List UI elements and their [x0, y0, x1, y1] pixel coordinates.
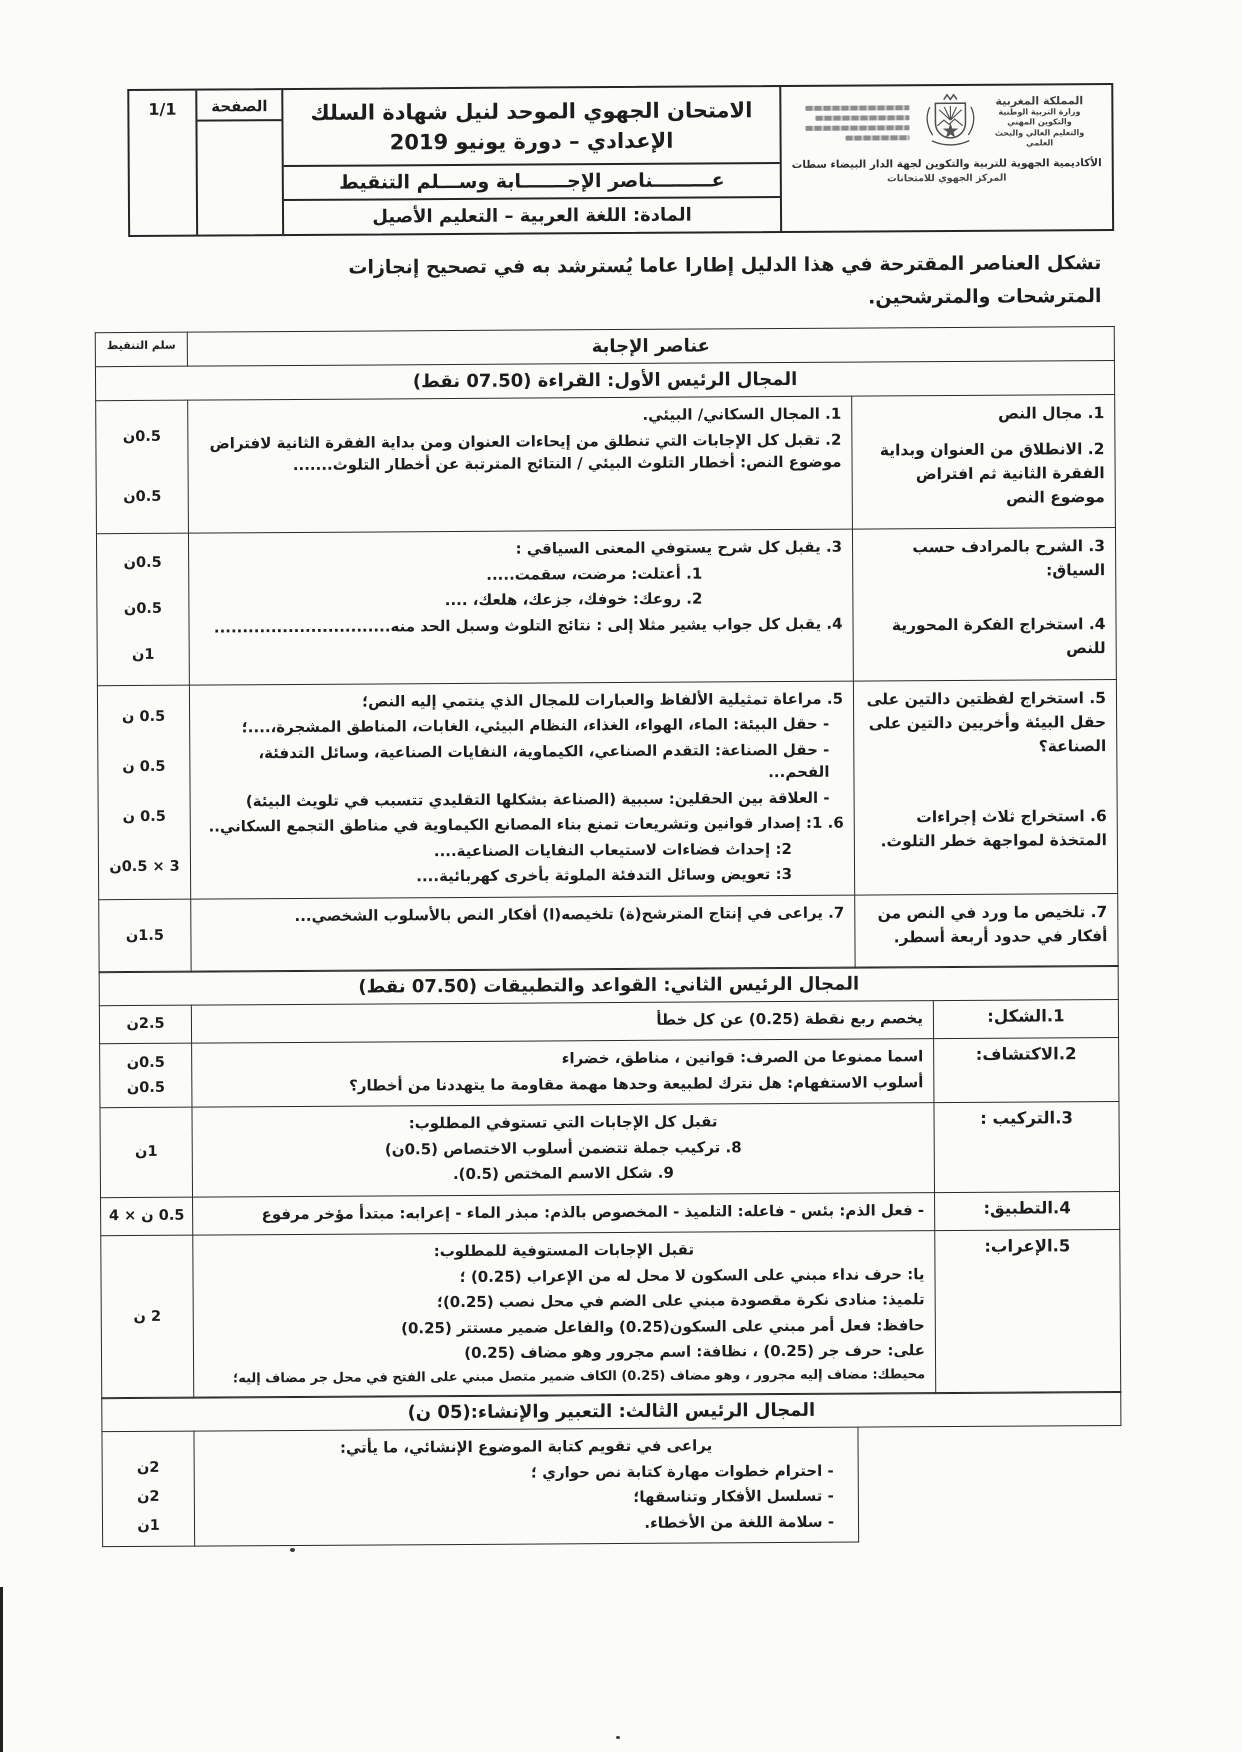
answer-line: 9. شكل الاسم المختص (0.5).: [452, 1163, 674, 1184]
question-cell: [855, 893, 1118, 968]
score-value: 1ن: [137, 1517, 160, 1534]
score-list: [104, 1438, 192, 1541]
table-row: [101, 1191, 1120, 1236]
answer-line: 3: تعويض وسائل التدفئة الملوثة بأخرى كهربائية....: [416, 864, 793, 886]
score-value: 0.5 ن × 4: [108, 1207, 185, 1225]
answer-line: 2: إحداث فضاءات لاستيعاب النفايات الصناعية....: [433, 839, 792, 860]
question-line: 5. استخراج لفظتين دالتين على حقل البيئة وأخريين دالتين على الصناعة؟: [866, 688, 1107, 755]
scale-column-header: سلم التنقيط: [95, 333, 187, 368]
answer-line: - فعل الذم: بئس - فاعله: التلميذ - المخصوص بالذم: مبذر الماء - إعرابه: مبتدأ مؤخر مرفوع: [261, 1200, 925, 1223]
score-list: [99, 540, 187, 679]
answer-line: - احترام خطوات مهارة كتابة نص حواري ؛: [530, 1461, 834, 1482]
page-number: 1/1: [148, 99, 177, 119]
score-list: [103, 1114, 190, 1191]
score-list: [98, 407, 186, 528]
score-list: [100, 691, 188, 893]
score-list: [103, 1242, 191, 1393]
page-label-column: [195, 90, 282, 234]
answer-line: 7. يراعى في إنتاج المترشح(ة) تلخيصه(ا) أفكار النص بالأسلوب الشخصي...: [294, 903, 845, 925]
kingdom-name: المملكة المغربية: [995, 93, 1084, 108]
score-list: [102, 1011, 189, 1037]
page-label: الصفحة: [197, 90, 281, 122]
exam-title-line1: الامتحان الجهوي الموحد لنيل شهادة السلك: [310, 98, 753, 125]
subject-line: المادة: اللغة العربية – التعليم الأصيل: [372, 204, 692, 228]
ministry-logo-block: [781, 85, 1112, 231]
answer-line: على: حرف جر (0.25) ، نظافة: اسم مجرور وهو مضاف (0.25): [464, 1341, 926, 1363]
answer-line: حافظ: فعل أمر مبني على السكون(0.25) والفاعل ضمير مستتر (0.25): [401, 1315, 925, 1337]
answers-table-section1: [95, 326, 1119, 972]
intro-line: تشكل العناصر المقترحة في هذا الدليل إطارا عاما يُسترشد به في تصحيح إنجازات: [348, 251, 1102, 279]
answer-line: 4. يقبل كل جواب يشير مثلا إلى : نتائج التلوث وسبل الحد منه...............................: [213, 614, 843, 637]
answer-line: 3. يقبل كل شرح يستوفي المعنى السياقي :: [515, 538, 843, 559]
answer-line: اسما ممنوعا من الصرف: قوانين ، مناطق، خضراء: [561, 1047, 924, 1068]
table-row: [99, 893, 1118, 972]
answer-cell: [191, 895, 855, 972]
intro-note: [0, 247, 1102, 320]
score-value: 0.5 ن: [122, 808, 166, 826]
score-cell: [96, 401, 189, 535]
score-value: 1ن: [134, 1144, 158, 1161]
score-cell: [100, 1107, 193, 1197]
answer-line: أسلوب الاستفهام: هل نترك لطبيعة وحدها مهمة مقاومة ما يتهددنا من أخطار؟: [349, 1072, 924, 1095]
answer-line: - حقل الصناعة: التقدم الصناعي، الكيماوية، النفايات الصناعية، وسائل التدفئة، الفحم...: [258, 740, 830, 782]
score-value: 0.5 ن: [122, 758, 166, 775]
question-line: 6. استخراج ثلاث إجراءات المتخذة لمواجهة خطر التلوث.: [880, 806, 1107, 850]
ministry-name-line: وزارة التربية الوطنية والتكوين المهني: [998, 106, 1081, 127]
answer-cell: [192, 1103, 935, 1197]
table-row: [100, 1037, 1119, 1107]
table-row: [100, 1101, 1120, 1197]
answer-cell: [194, 1427, 859, 1546]
exam-title-line2: الإعدادي – دورة يونيو 2019: [389, 129, 674, 155]
logo-row: [789, 91, 1103, 153]
table-row: [101, 1229, 1121, 1398]
score-cell: [99, 1005, 191, 1044]
ministry-name-line: والتعليم العالي والبحث العلمي: [994, 127, 1085, 148]
answer-cell: [193, 1231, 936, 1399]
score-value: 2ن: [136, 1460, 160, 1477]
table-row: [99, 999, 1118, 1044]
ministry-text-block: [991, 94, 1087, 149]
score-cell: [97, 685, 190, 900]
score-list: [101, 905, 188, 966]
score-value: 1ن: [131, 647, 155, 664]
answer-line: - سلامة اللغة من الأخطاء.: [644, 1512, 835, 1532]
question-line: 7. تلخيص ما ورد في النص من أفكار في حدود أربعة أسطر.: [877, 902, 1108, 946]
score-value: 0.5ن: [123, 601, 163, 618]
score-cell: [101, 1235, 194, 1399]
question-line: 2. الانطلاق من العنوان وبداية الفقرة الثانية ثم افتراض موضوع النص: [879, 440, 1105, 508]
answers-column-header: عناصر الإجابة: [187, 327, 1114, 367]
table-row: [96, 528, 1116, 685]
section3-title: المجال الرئيس الثالث: التعبير والإنشاء:(05 ن): [102, 1391, 1121, 1431]
answer-line: 1. المجال السكاني/ البيئي.: [642, 405, 842, 425]
item-label-cell: 5.الإعراب:: [935, 1229, 1121, 1393]
table-row: [96, 395, 1116, 534]
question-cell: [852, 528, 1116, 681]
illegible-text-lines: [805, 105, 909, 141]
intro-line: المترشحات والمترشحين.: [868, 285, 1102, 309]
answer-line: 2. تقبل كل الإجابات التي تنطلق من إيحاءات العنوان ومن بداية الفقرة الثانية لافتراض موضوع النص: أخطار التلوث البيئي / النتائج المترتبة عن أخطار التلوث.......: [209, 430, 842, 475]
table-row: [102, 1425, 1122, 1546]
score-value: 0.5ن: [123, 489, 162, 506]
section2-title: المجال الرئيس الثاني: القواعد والتطبيقات (07.50 نقط): [99, 965, 1118, 1005]
answer-line: 6. 1: إصدار قوانين وتشريعات تمنع بناء المصانع الكيماوية في مناطق التجمع السكاني..: [208, 813, 844, 836]
answer-line: 5. مراعاة تمثيلية الألفاظ والعبارات للمجال الذي ينتمي إليه النص؛: [361, 689, 844, 711]
answer-cell: [193, 1192, 935, 1235]
score-cell: [96, 534, 189, 686]
score-cell: [99, 899, 191, 973]
header: [127, 83, 1114, 237]
score-list: [103, 1203, 190, 1229]
score-value: 0.5ن: [126, 1080, 165, 1097]
empty-cell: [858, 1425, 1122, 1542]
score-value: 1.5ن: [125, 927, 165, 944]
answer-line: يا: حرف نداء مبني على السكون لا محل له من الإعراب (0.25) ؛: [459, 1264, 925, 1286]
answer-line: يراعى في تقويم كتابة الموضوع الإنشائي، ما يأتي:: [339, 1436, 713, 1457]
answer-line: تقبل كل الإجابات التي تستوفي المطلوب:: [408, 1112, 718, 1133]
item-label-cell: 1.الشكل:: [933, 999, 1118, 1039]
answer-line: تلميذ: منادى نكرة مقصودة مبني على الضم في محل نصب (0.25)؛: [436, 1290, 925, 1312]
score-value: 0.5ن: [123, 555, 162, 572]
answer-line: 2. روعك: خوفك، جزعك، هلعك، ....: [444, 589, 703, 610]
scan-artifact: [290, 1548, 295, 1552]
answer-line: 1. أعتلت: مرضت، سقمت.....: [486, 564, 703, 584]
exam-title: [283, 87, 779, 167]
item-label-cell: 3.التركيب :: [934, 1101, 1120, 1192]
answer-cell: [188, 530, 853, 685]
question-line: 3. الشرح بالمرادف حسب السياق:: [912, 537, 1106, 580]
question-cell: [852, 395, 1116, 530]
table-row: [97, 679, 1117, 899]
page-number-block: [129, 90, 282, 235]
score-value: 0.5ن: [126, 1054, 165, 1071]
score-value: 3 × 0.5ن: [109, 859, 180, 876]
score-value: 2ن: [137, 1488, 160, 1505]
answer-cell: [188, 396, 853, 533]
item-label-cell: 4.التطبيق:: [935, 1191, 1120, 1231]
section1-title: المجال الرئيس الأول: القراءة (07.50 نقط): [95, 361, 1114, 401]
academy-name: الأكاديمية الجهوية للتربية والتكوين لجهة الدار البيضاء سطات: [791, 157, 1102, 171]
question-cell: [853, 679, 1117, 895]
score-value: 2 ن: [133, 1308, 162, 1326]
exam-center-name: المركز الجهوي للامتحانات: [887, 172, 1007, 185]
question-line: 4. استخراج الفكرة المحورية للنص: [891, 615, 1106, 658]
kingdom-emblem-icon: [916, 92, 984, 152]
answer-cell: [192, 1039, 934, 1108]
scan-artifact: [0, 1587, 3, 1752]
score-cell: [101, 1197, 193, 1236]
score-value: 2.5ن: [126, 1016, 165, 1033]
item-label-cell: 2.الاكتشاف:: [934, 1037, 1119, 1102]
exam-title-block: [281, 87, 782, 234]
answer-cell: [191, 1000, 933, 1043]
answer-line: يخصم ربع نقطة (0.25) عن كل خطأ: [656, 1008, 923, 1029]
answer-line: - تسلسل الأفكار وتناسقها؛: [633, 1486, 834, 1506]
answers-table-section2: [99, 964, 1122, 1399]
score-value: 0.5 ن: [121, 708, 166, 725]
answer-line: - العلاقة بين الحقلين: سببية (الصناعة بشكلها التقليدي تتسبب في تلويث البيئة): [245, 788, 830, 810]
score-value: 0.5ن: [122, 429, 161, 446]
score-cell: [102, 1431, 195, 1547]
scan-artifact: [616, 1736, 620, 1739]
score-cell: [100, 1043, 192, 1108]
score-list: [102, 1050, 189, 1102]
answers-table-section3: [101, 1391, 1122, 1547]
answer-line: - حقل البيئة: الماء، الهواء، الغذاء، النظام البيئي، الغابات، المناطق المشجرة،....؛: [241, 714, 830, 737]
answer-cell: [189, 681, 854, 899]
question-line: 1. مجال النص: [998, 404, 1105, 424]
answer-line: 8. تركيب جملة تتضمن أسلوب الاختصاص (0.5ن): [384, 1137, 742, 1158]
document-subtitle: عـــــــــناصر الإجـــــــابة وســـلم التنقيط: [284, 164, 780, 201]
answer-line: محيطك: مضاف إليه مجرور ، وهو مضاف (0.25) الكاف ضمير متصل مبني على الفتح في محل جر مضاف إليه؛: [232, 1366, 926, 1386]
answer-line: تقبل الإجابات المستوفية للمطلوب:: [433, 1240, 695, 1261]
